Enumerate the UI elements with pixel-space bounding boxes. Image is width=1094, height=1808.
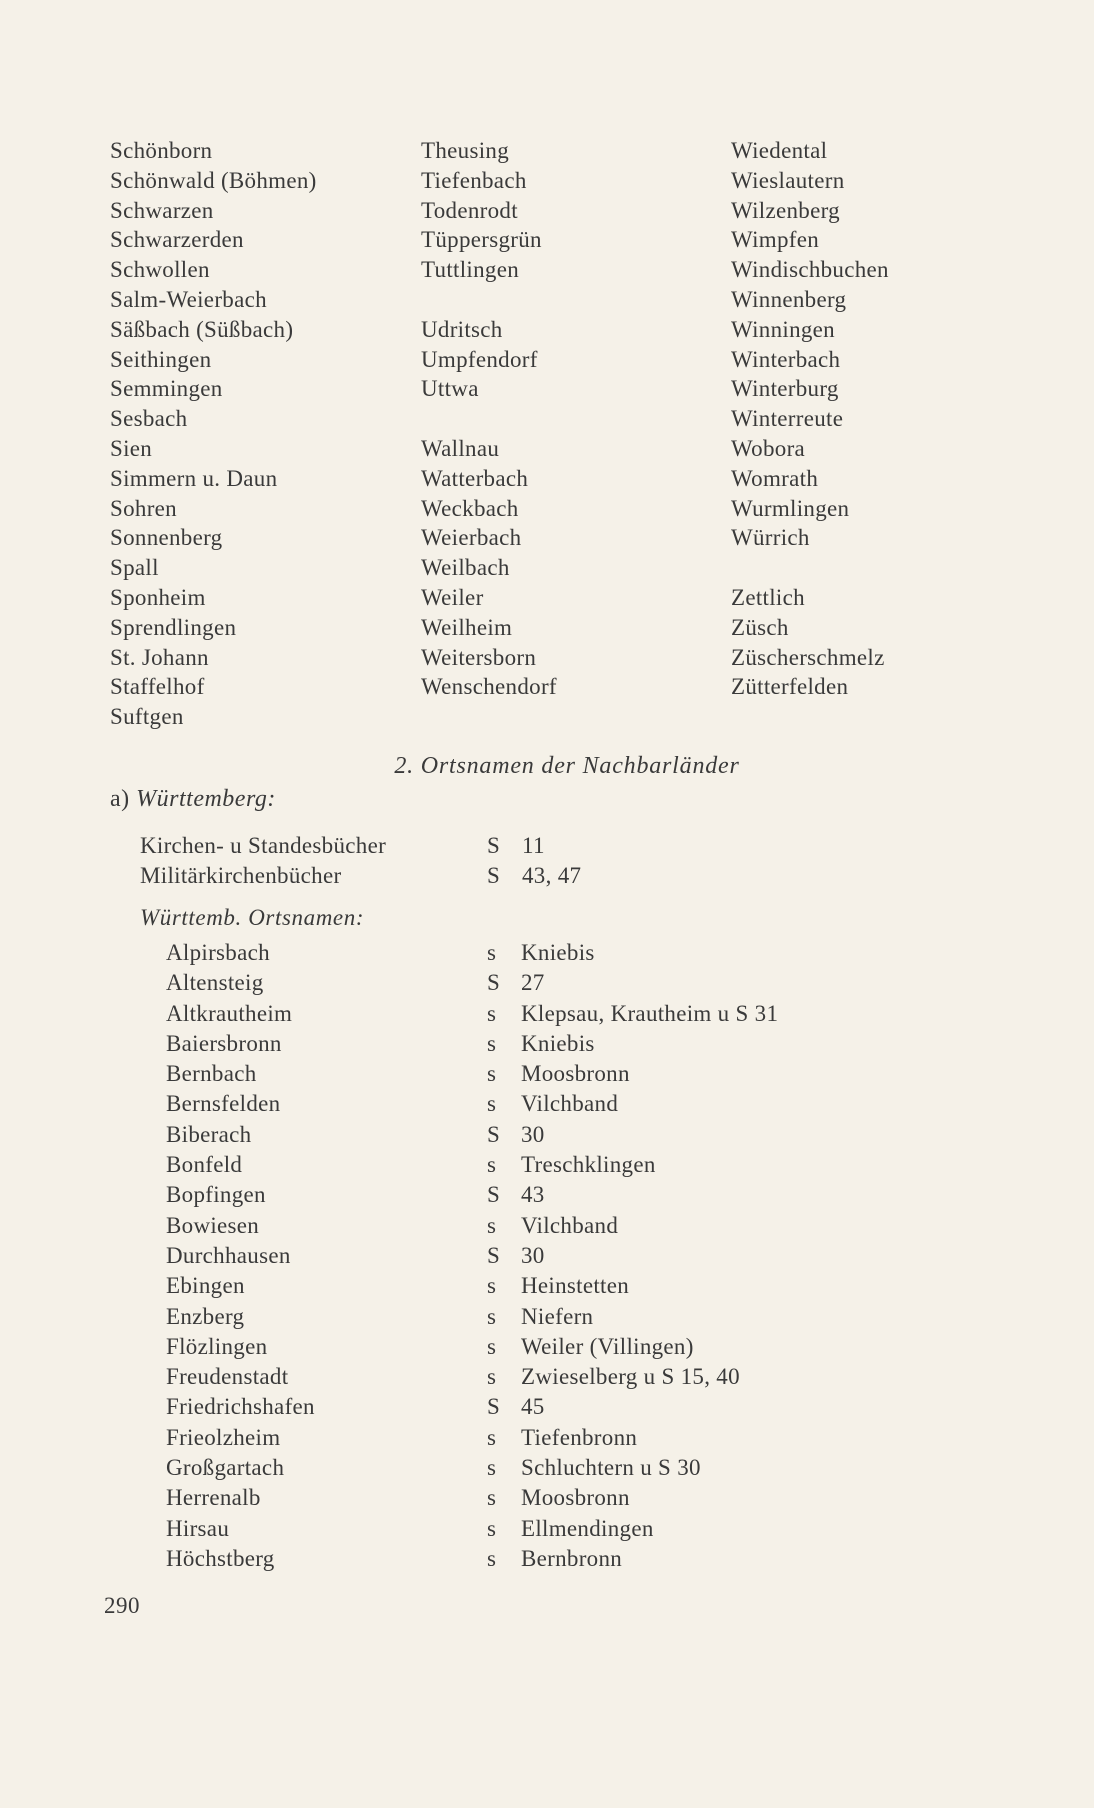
place-name: Sponheim (110, 584, 206, 610)
place-name: Züsch (731, 614, 789, 640)
reference-target: 43 (521, 1182, 545, 1208)
place-name: Salm-Weierbach (110, 286, 267, 312)
place-name: Wenschendorf (421, 674, 557, 700)
place-name: Züscherschmelz (731, 644, 885, 670)
place-name: Uttwa (421, 376, 479, 402)
place-column-2 (421, 136, 557, 702)
reference-target: Heinstetten (521, 1273, 630, 1299)
place-name: Bonfeld (166, 1152, 243, 1178)
book-name: Kirchen- u Standesbücher (140, 833, 387, 858)
wuerttemberg-places-title: Württemb. Ortsnamen: (140, 905, 365, 930)
place-name: Schwollen (110, 257, 210, 283)
reference-target: 30 (521, 1121, 545, 1147)
reference-target: Schluchtern u S 30 (521, 1455, 701, 1481)
reference-target: Ellmendingen (521, 1515, 654, 1541)
reference-target: Bernbronn (521, 1545, 623, 1571)
place-name: Baiersbronn (166, 1030, 282, 1056)
place-name: Bopfingen (166, 1182, 266, 1208)
place-name: Weilbach (421, 555, 510, 581)
reference-code: S (487, 1182, 501, 1208)
place-name: Altkrautheim (166, 1000, 293, 1026)
place-name: Wobora (731, 435, 806, 461)
reference-code: s (487, 1303, 497, 1329)
reference-target: Niefern (521, 1303, 594, 1329)
reference-code: S (487, 1121, 501, 1147)
reference-code: s (487, 1545, 497, 1571)
reference-target: 27 (521, 970, 545, 996)
place-name: Watterbach (421, 465, 529, 491)
place-name: Sohren (110, 495, 177, 521)
reference-code: s (487, 1152, 497, 1178)
place-name: Biberach (166, 1121, 252, 1147)
reference-target: Moosbronn (521, 1485, 630, 1511)
place-name: Friedrichshafen (166, 1394, 315, 1420)
place-name: Wallnau (421, 435, 500, 461)
place-name: Bernsfelden (166, 1091, 281, 1117)
book-name: Militärkirchenbücher (140, 862, 342, 888)
place-name: Windischbuchen (731, 257, 889, 283)
place-name: Flözlingen (166, 1333, 268, 1359)
place-name: Zütterfelden (731, 674, 849, 700)
place-name: Schwarzerden (110, 227, 244, 253)
book-ref: 43, 47 (522, 862, 582, 888)
reference-target: Vilchband (521, 1091, 619, 1117)
sub-heading-title: Württemberg: (136, 786, 276, 812)
reference-code: s (487, 1212, 497, 1238)
place-name: Winnenberg (731, 286, 847, 312)
reference-code: s (487, 1424, 497, 1450)
place-name: Todenrodt (421, 197, 518, 223)
place-name: Schönwald (Böhmen) (110, 167, 317, 193)
place-name: Schwarzen (110, 197, 214, 223)
place-name: Staffelhof (110, 674, 205, 700)
place-name: Durchhausen (166, 1242, 291, 1268)
place-name: Wiedental (731, 138, 828, 163)
book-code: S (487, 833, 501, 858)
place-column-1 (110, 136, 317, 732)
place-name: Suftgen (110, 704, 184, 730)
place-name: Tiefenbach (421, 167, 527, 193)
place-name: Weierbach (421, 525, 522, 551)
reference-code: s (487, 1485, 497, 1511)
reference-code: s (487, 1364, 497, 1390)
place-name: Wurmlingen (731, 495, 850, 521)
place-name (731, 553, 889, 583)
reference-target: Kniebis (521, 940, 595, 965)
reference-code: s (487, 1061, 497, 1087)
place-name: St. Johann (110, 644, 209, 670)
place-name: Tüppersgrün (421, 227, 542, 253)
reference-code: s (487, 1091, 497, 1117)
place-column-3 (731, 136, 889, 702)
place-name: Herrenalb (166, 1485, 261, 1511)
reference-target: Moosbronn (521, 1061, 630, 1087)
reference-code: s (487, 1000, 497, 1026)
place-name: Winningen (731, 316, 835, 342)
place-name: Umpfendorf (421, 346, 538, 372)
reference-target: Zwieselberg u S 15, 40 (521, 1364, 740, 1390)
place-name: Bernbach (166, 1061, 257, 1087)
place-name: Sprendlingen (110, 614, 237, 640)
place-name: Hirsau (166, 1515, 230, 1541)
reference-code: s (487, 940, 497, 965)
place-name: Würrich (731, 525, 810, 551)
place-name: Freudenstadt (166, 1364, 289, 1390)
place-name: Sonnenberg (110, 525, 223, 551)
section-heading: 2. Ortsnamen der Nachbarländer (394, 753, 740, 779)
reference-code: s (487, 1515, 497, 1541)
reference-code: S (487, 1394, 501, 1420)
place-name: Weitersborn (421, 644, 537, 670)
reference-target: Vilchband (521, 1212, 619, 1238)
place-name: Weiler (421, 584, 484, 610)
reference-code: S (487, 970, 501, 996)
reference-code: S (487, 1242, 501, 1268)
reference-target: Kniebis (521, 1030, 595, 1056)
place-name: Bowiesen (166, 1212, 260, 1238)
place-name: Womrath (731, 465, 819, 491)
reference-code: s (487, 1455, 497, 1481)
place-name (421, 285, 557, 315)
sub-heading (110, 786, 276, 813)
place-name: Wilzenberg (731, 197, 840, 223)
place-name: Schönborn (110, 138, 213, 163)
book-code: S (487, 862, 501, 888)
place-name: Winterburg (731, 376, 839, 402)
page-number: 290 (104, 1593, 140, 1618)
place-name: Wimpfen (731, 227, 820, 253)
reference-target: Treschklingen (521, 1152, 656, 1178)
place-name: Ebingen (166, 1273, 245, 1299)
place-name: Spall (110, 555, 159, 581)
place-name (421, 404, 557, 434)
place-name: Großgartach (166, 1455, 285, 1481)
place-name: Höchstberg (166, 1545, 275, 1571)
book-ref: 11 (522, 833, 545, 858)
place-name: Weckbach (421, 495, 519, 521)
reference-code: s (487, 1333, 497, 1359)
place-name: Zettlich (731, 584, 805, 610)
place-name: Frieolzheim (166, 1424, 281, 1450)
place-name: Winterbach (731, 346, 841, 372)
place-name: Tuttlingen (421, 257, 520, 283)
place-name: Alpirsbach (166, 940, 270, 965)
place-name: Altensteig (166, 970, 264, 996)
place-name: Seithingen (110, 346, 212, 372)
place-name: Enzberg (166, 1303, 245, 1329)
place-name: Wieslautern (731, 167, 845, 193)
place-name: Winterreute (731, 406, 844, 432)
place-name: Sesbach (110, 406, 188, 432)
place-name: Sien (110, 435, 153, 461)
place-name: Udritsch (421, 316, 503, 342)
reference-target: Tiefenbronn (521, 1424, 638, 1450)
reference-target: Klepsau, Krautheim u S 31 (521, 1000, 779, 1026)
reference-target: Weiler (Villingen) (521, 1333, 694, 1359)
reference-target: 30 (521, 1242, 545, 1268)
place-name: Simmern u. Daun (110, 465, 278, 491)
place-name: Weilheim (421, 614, 513, 640)
place-name: Säßbach (Süßbach) (110, 316, 294, 342)
sub-heading-prefix: a) (110, 786, 130, 812)
place-name: Semmingen (110, 376, 223, 402)
reference-code: s (487, 1030, 497, 1056)
reference-target: 45 (521, 1394, 545, 1420)
reference-code: s (487, 1273, 497, 1299)
place-name: Theusing (421, 138, 509, 163)
